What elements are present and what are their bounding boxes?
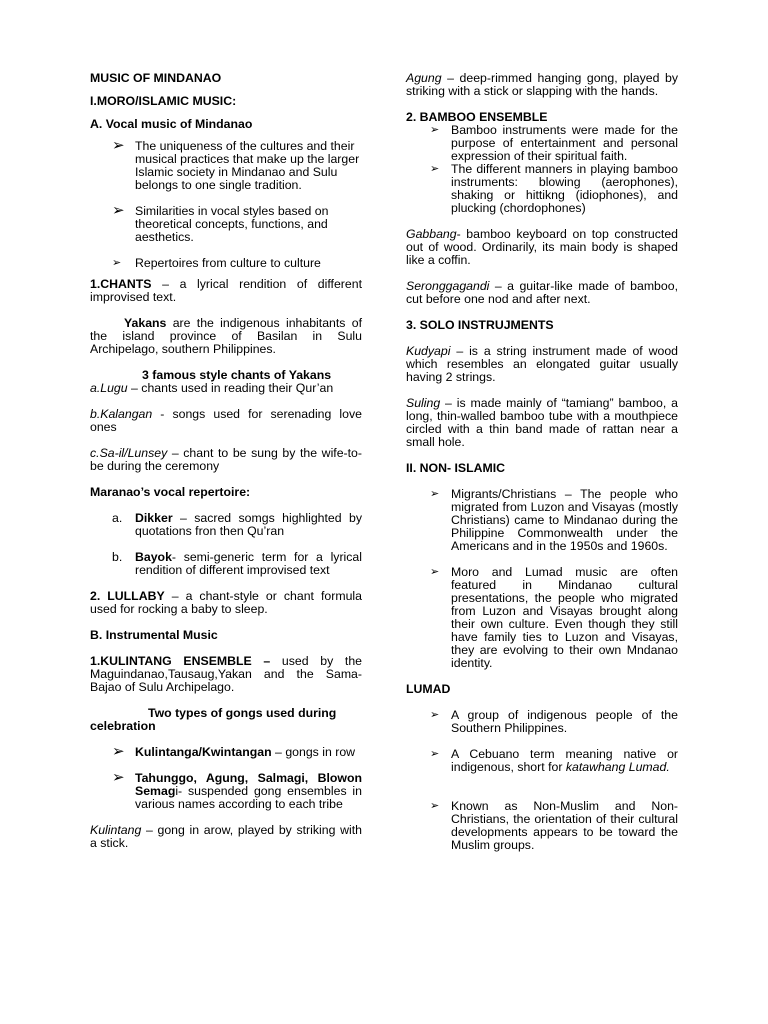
list-item: ➢ The uniqueness of the cultures and their musical practices that make up the larger Islamic society in Mindanao and Sulu belongs to one single tradition. [112, 137, 360, 192]
gong-types-heading-cont: celebration [90, 719, 156, 733]
arrow-bullet-icon: ➢ [112, 257, 122, 269]
famous-chants-heading: 3 famous style chants of Yakans [142, 368, 332, 382]
lugu-paragraph: a.Lugu – chants used in reading their Qur’an [90, 381, 334, 395]
list-item: ➢ The different manners in playing bamboo instruments: blowing (aerophones), shaking or hittikng (idiophones), and plucking (chordophones) [430, 162, 678, 215]
lullaby-paragraph: 2. LULLABY – a chant-style or chant formula used for rocking a baby to sleep. [90, 589, 362, 616]
list-item: ➢ Migrants/Christians – The people who migrated from Luzon and Visayas (mostly Christians) came to Mindanao during the Philippine Commonwealth under the Americans and in the 1950s and 1960s. [430, 487, 678, 553]
gong-types-heading: Two types of gongs used during [148, 706, 337, 720]
document-title: MUSIC OF MINDANAO [90, 71, 222, 85]
list-item: ➢ Tahunggo, Agung, Salmagi, Blowon Semagi- suspended gong ensembles in various names according to each tribe [112, 769, 362, 811]
list-item: ➢ Kulintanga/Kwintangan – gongs in row [112, 743, 356, 760]
non-islamic-heading: II. NON- ISLAMIC [406, 461, 506, 475]
arrow-bullet-icon: ➢ [112, 137, 125, 154]
arrow-bullet-icon: ➢ [430, 488, 440, 500]
list-item: ➢ Repertoires from culture to culture [112, 256, 321, 270]
arrow-bullet-icon: ➢ [430, 709, 440, 721]
list-item: ➢ A Cebuano term meaning native or indigenous, short for katawhang Lumad. [430, 747, 678, 774]
bamboo-heading: 2. BAMBOO ENSEMBLE [406, 110, 548, 124]
left-column [90, 72, 362, 850]
gabbang-paragraph: Gabbang- bamboo keyboard on top constructed out of wood. Ordinarily, its main body is shaped like a coffin. [406, 227, 678, 267]
lumad-heading: LUMAD [406, 682, 451, 696]
arrow-bullet-icon: ➢ [430, 800, 440, 812]
chants-paragraph: 1.CHANTS – a lyrical rendition of different improvised text. [90, 277, 362, 304]
arrow-bullet-icon: ➢ [112, 202, 125, 219]
section-moro-islamic: I.MORO/ISLAMIC MUSIC: [90, 94, 237, 108]
arrow-bullet-icon: ➢ [430, 748, 440, 760]
kudyapi-paragraph: Kudyapi – is a string instrument made of wood which resembles an elongated guitar usually having 2 strings. [406, 344, 678, 384]
maranao-list [90, 512, 362, 577]
suling-paragraph: Suling – is made mainly of “tamiang” bamboo, a long, thin-walled bamboo tube with a mouthpiece circled with a thin band made of rattan near a small hole. [406, 396, 678, 449]
arrow-bullet-icon: ➢ [430, 124, 440, 136]
seronggagandi-paragraph: Seronggagandi – a guitar-like made of bamboo, cut before one nod and after next. [406, 279, 678, 306]
subsection-vocal-music: A. Vocal music of Mindanao [90, 117, 253, 131]
list-item: a. Dikker – sacred somgs highlighted by quotations fron then Qu’ran [112, 511, 362, 538]
sail-paragraph: c.Sa-il/Lunsey – chant to be sung by the wife-to-be during the ceremony [90, 446, 362, 473]
arrow-bullet-icon: ➢ [112, 743, 125, 760]
list-item: b. Bayok- semi-generic term for a lyrical rendition of different improvised text [112, 550, 362, 577]
vocal-bullet-list [90, 137, 362, 270]
list-item: ➢ Moro and Lumad music are often featured in Mindanao cultural presentations, the people who migrated from Luzon and Visayas brought along their own culture. Even though they still have family ties to Luzon and Visayas, they are evolving to their own Mndanao identity. [430, 565, 678, 670]
lumad-bullet-list [406, 709, 678, 852]
non-islamic-bullet-list [406, 488, 678, 670]
gong-bullet-list [90, 743, 362, 811]
yakans-paragraph: Yakans are the indigenous inhabitants of the island province of Basilan in Sulu Archipelago, southern Philippines. [90, 316, 362, 356]
list-item: ➢ Similarities in vocal styles based on theoretical concepts, functions, and aesthetics. [112, 202, 329, 244]
list-item: ➢ Bamboo instruments were made for the purpose of entertainment and personal expression of their spiritual faith. [430, 123, 678, 163]
maranao-heading: Maranao’s vocal repertoire: [90, 485, 251, 499]
kalangan-paragraph: b.Kalangan - songs used for serenading love ones [90, 407, 362, 434]
bamboo-bullet-list [406, 124, 678, 215]
list-item: ➢ Known as Non-Muslim and Non-Christians, the orientation of their cultural developments appears to be toward the Muslim groups. [430, 799, 678, 852]
arrow-bullet-icon: ➢ [430, 566, 440, 578]
kulintang-ensemble-paragraph: 1.KULINTANG ENSEMBLE – used by the Maguindanao,Tausaug,Yakan and the Sama-Bajao of Sulu Archipelago. [90, 654, 362, 694]
solo-instruments-heading: 3. SOLO INSTRUJMENTS [406, 318, 554, 332]
subsection-instrumental-music: B. Instrumental Music [90, 628, 218, 642]
arrow-bullet-icon: ➢ [112, 769, 125, 786]
arrow-bullet-icon: ➢ [430, 163, 440, 175]
agung-paragraph: Agung – deep-rimmed hanging gong, played by striking with a stick or slapping with the hands. [406, 71, 678, 98]
list-item: ➢ A group of indigenous people of the Southern Philippines. [430, 708, 678, 735]
kulintang-definition: Kulintang – gong in arow, played by striking with a stick. [90, 823, 362, 850]
right-column [406, 72, 678, 852]
